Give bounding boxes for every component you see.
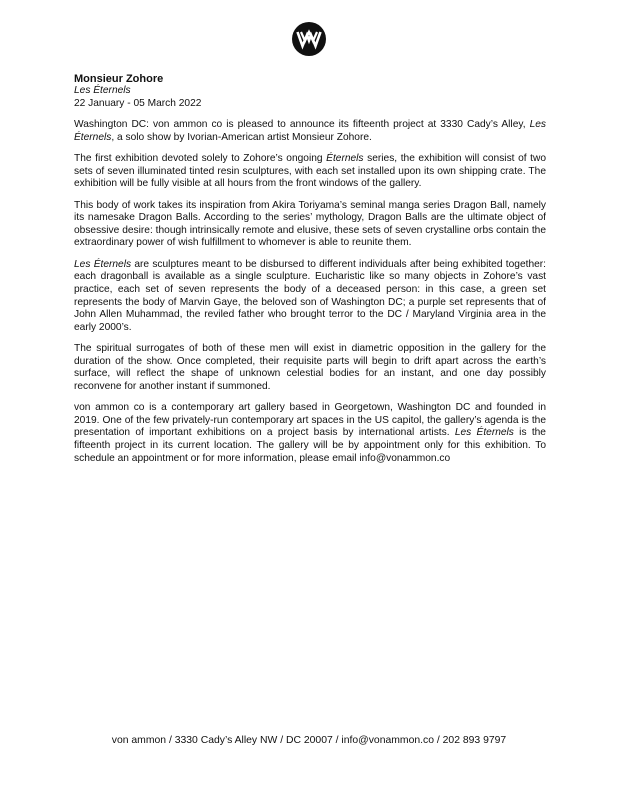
text: , a solo show by Ivorian-American artist Monsieur Zohore. bbox=[111, 131, 372, 143]
text: is the fifteenth project in its current location. The gallery will be by appointment only for this exhibition. To schedule an appointment or for more information, please email info@vonammon.co bbox=[74, 427, 546, 464]
gallery-logo bbox=[292, 22, 326, 56]
artist-name: Monsieur Zohore bbox=[74, 73, 164, 85]
exhibition-header bbox=[74, 73, 546, 110]
exhibition-title: Les Éternels bbox=[74, 85, 131, 97]
text: von ammon co is a contemporary art gallery based in Georgetown, Washington DC and founded in 2019. One of the few privately-run contemporary art spaces in the US capitol, the gallery’s agenda is the presentation of important exhibitions on a project basis by international artists. bbox=[74, 402, 546, 439]
paragraph-announcement bbox=[74, 119, 546, 144]
title-reference: Les Éternels bbox=[74, 258, 132, 270]
title-reference: Les Éternels bbox=[74, 119, 546, 143]
press-release-body bbox=[74, 73, 546, 474]
paragraph-exhibition bbox=[74, 153, 546, 191]
title-reference: Les Éternels bbox=[454, 427, 514, 439]
paragraph-gallery-info bbox=[74, 402, 546, 465]
text: series, the exhibition will consist of two sets of seven illuminated tinted resin sculptures, with each set installed upon its own shipping crate. The exhibition will be fully visible at all hours from the front windows of the gallery. bbox=[74, 153, 547, 190]
paragraph-sculptures bbox=[74, 259, 546, 335]
exhibition-dates: 22 January - 05 March 2022 bbox=[74, 97, 202, 109]
footer-contact: von ammon / 3330 Cady’s Alley NW / DC 20007 / info@vonammon.co / 202 893 9797 bbox=[111, 735, 507, 746]
text: The first exhibition devoted solely to Zohore’s ongoing bbox=[74, 153, 327, 164]
paragraph-inspiration: This body of work takes its inspiration from Akira Toriyama’s seminal manga series Dragon Ball, namely its namesake Dragon Balls. According to the series’ mythology, Dragon Balls are the ultimate object of obsessive desire: though intrinsically remote and elusive, these sets of seven crystalline orbs contain the extraordinary power of wish fulfillment to whomever is able to reunite them. bbox=[74, 199, 546, 249]
text: Washington DC: von ammon co is pleased to announce its fifteenth project at 3330 Cady’s Alley, bbox=[74, 119, 530, 131]
paragraph-surrogates: The spiritual surrogates of both of these men will exist in diametric opposition in the gallery for the duration of the show. Once completed, their requisite parts will begin to drift apart across the earth’s surface, will reflect the shape of unknown celestial bodies for an instant, and one day possibly reconvene for another instant if summoned. bbox=[74, 343, 546, 392]
text: are sculptures meant to be disbursed to different individuals after being exhibited together: each dragonball is available as a single sculpture. Eucharistic like so many objects in Zohore’s vast practice, each set of seven represents the body of a deceased person: in this case, a green set represents the body of Marvin Gaye, the beloved son of Washington DC; a purple set represents that of John Allen Muhammad, the reviled father who brought terror to the DC / Maryland Virginia area in the early 2000’s. bbox=[74, 258, 546, 333]
series-reference: Éternels bbox=[326, 153, 364, 164]
